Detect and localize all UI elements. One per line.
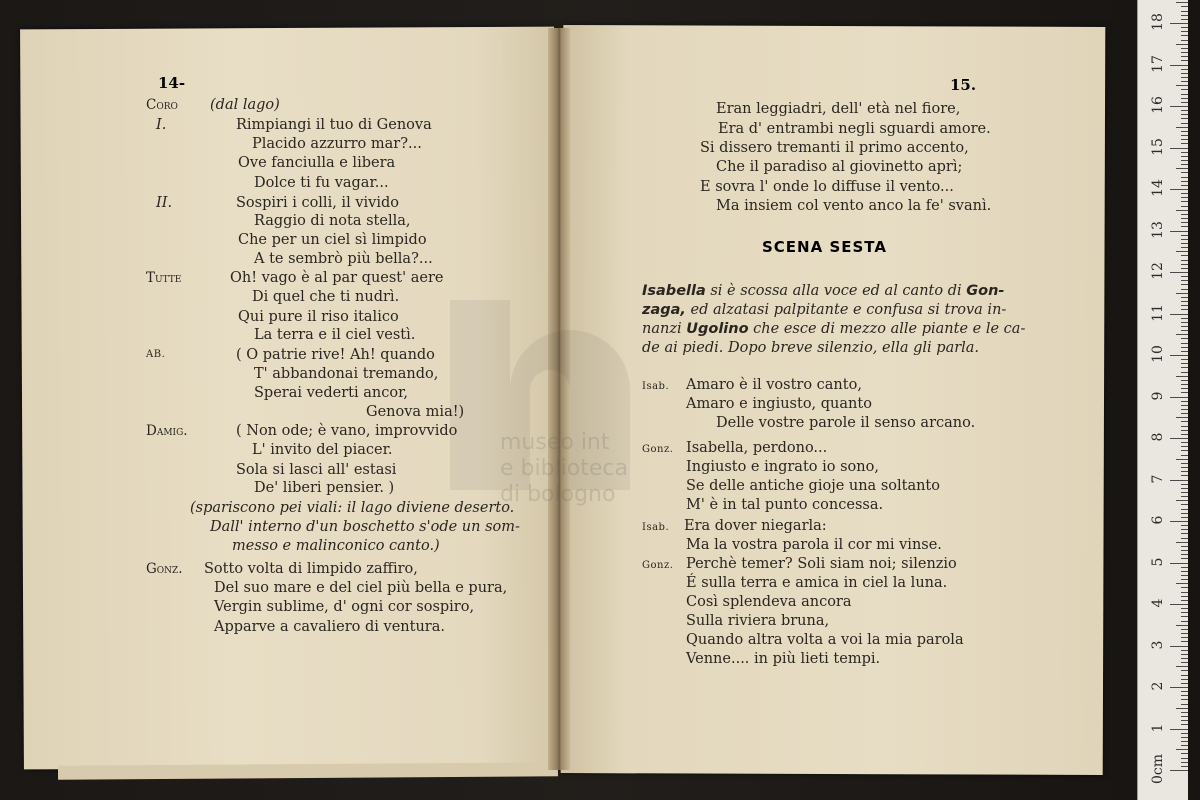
ruler-tick: [1181, 301, 1188, 302]
ruler-tick: [1170, 148, 1188, 149]
ruler-tick: [1181, 575, 1188, 576]
verse-line: Placido azzurro mar?...: [252, 136, 422, 152]
ruler-tick: [1181, 218, 1188, 219]
ruler-tick: [1181, 226, 1188, 227]
ruler-tick: [1181, 243, 1188, 244]
ruler-tick: [1181, 650, 1188, 651]
ruler-tick: [1181, 31, 1188, 32]
ruler-tick: [1181, 73, 1188, 74]
stage-name: Isabella: [642, 283, 706, 299]
ruler-tick: [1181, 118, 1188, 119]
ruler-tick: [1181, 596, 1188, 597]
ruler-tick: [1176, 708, 1188, 709]
speaker-label: Isab.: [642, 522, 670, 533]
ruler-tick: [1181, 633, 1188, 634]
stage-direction-line: [642, 301, 1006, 319]
verse-line: Raggio di nota stella,: [254, 213, 411, 229]
watermark-line-2: e biblioteca: [500, 456, 628, 481]
ruler-tick: [1181, 56, 1188, 57]
ruler-tick: [1181, 114, 1188, 115]
verse-line: A te sembrò più bella?...: [254, 251, 433, 267]
ruler-number: 10: [1150, 345, 1166, 363]
verse-line: E sovra l' onde lo diffuse il vento...: [700, 179, 954, 195]
speaker-label: Damig.: [146, 423, 188, 439]
ruler-tick: [1181, 177, 1188, 178]
ruler-tick: [1181, 289, 1188, 290]
ruler-tick: [1181, 81, 1188, 82]
ruler-tick: [1181, 567, 1188, 568]
ruler-tick: [1181, 235, 1188, 236]
ruler-tick: [1181, 392, 1188, 393]
ruler-tick: [1176, 168, 1188, 169]
ruler-tick: [1181, 347, 1188, 348]
ruler-tick: [1181, 658, 1188, 659]
stage-name: Gon-: [966, 283, 1005, 299]
ruler-tick: [1181, 343, 1188, 344]
ruler-tick: [1176, 459, 1188, 460]
ruler-tick: [1181, 247, 1188, 248]
ruler-tick: [1181, 239, 1188, 240]
ruler-number: 9: [1150, 391, 1166, 400]
verse-line: (dal lago): [210, 97, 280, 113]
ruler-tick: [1170, 770, 1188, 771]
ruler-tick: [1181, 612, 1188, 613]
ruler-tick: [1181, 94, 1188, 95]
ruler-number: 7: [1150, 474, 1166, 483]
ruler-tick: [1176, 85, 1188, 86]
verse-line: Era dover niegarla:: [684, 518, 827, 534]
verse-line: ( O patrie rive! Ah! quando: [236, 347, 435, 363]
verse-line: ( Non ode; è vano, improvvido: [236, 423, 458, 439]
ruler-tick: [1181, 15, 1188, 16]
ruler-tick: [1181, 363, 1188, 364]
ruler-tick: [1176, 2, 1188, 3]
ruler-tick: [1181, 587, 1188, 588]
speaker-label: Isab.: [642, 381, 670, 392]
ruler-tick: [1181, 268, 1188, 269]
stage-text: che esce di mezzo alle piante e le ca-: [748, 321, 1026, 337]
ruler-tick: [1181, 309, 1188, 310]
ruler-tick: [1181, 679, 1188, 680]
verse-line: Rimpiangi il tuo di Genova: [236, 117, 432, 133]
verse-line: Così splendeva ancora: [686, 594, 852, 610]
ruler-tick: [1181, 637, 1188, 638]
stage-direction-line: [642, 339, 979, 357]
verse-line: T' abbandonai tremando,: [254, 366, 439, 382]
ruler-tick: [1181, 517, 1188, 518]
ruler-tick: [1181, 214, 1188, 215]
ruler-tick: [1176, 500, 1188, 501]
ruler-tick: [1181, 621, 1188, 622]
ruler-tick: [1181, 554, 1188, 555]
ruler-number: 4: [1150, 598, 1166, 608]
ruler-tick: [1181, 48, 1188, 49]
verse-line: Ingiusto e ingrato io sono,: [686, 459, 879, 475]
ruler-tick: [1176, 542, 1188, 543]
ruler-tick: [1170, 397, 1188, 398]
stage-text: nanzi: [642, 321, 687, 337]
speaker-label: AB.: [146, 349, 166, 360]
ruler-tick: [1181, 160, 1188, 161]
ruler-tick: [1181, 264, 1188, 265]
ruler-tick: [1176, 625, 1188, 626]
ruler-tick: [1170, 480, 1188, 481]
ruler-tick: [1170, 189, 1188, 190]
ruler-number: 11: [1150, 303, 1166, 322]
right-page-number: 15.: [950, 76, 977, 94]
verse-line: Delle vostre parole il senso arcano.: [716, 415, 976, 431]
ruler-tick: [1181, 629, 1188, 630]
ruler-tick: [1181, 758, 1188, 759]
ruler-tick: [1181, 546, 1188, 547]
ruler-tick: [1181, 27, 1188, 28]
ruler-number: 13: [1150, 220, 1166, 239]
ruler-tick: [1181, 571, 1188, 572]
ruler-tick: [1181, 98, 1188, 99]
ruler-tick: [1181, 488, 1188, 489]
verse-line: É sulla terra e amica in ciel la luna.: [686, 575, 948, 591]
verse-line: Venne.... in più lieti tempi.: [686, 651, 881, 667]
stage-name: zaga,: [642, 302, 686, 318]
ruler-tick: [1170, 687, 1188, 688]
ruler-tick: [1181, 492, 1188, 493]
verse-line: messo e malinconico canto.): [232, 538, 440, 554]
verse-line: Sotto volta di limpido zaffiro,: [204, 561, 418, 577]
ruler-tick: [1181, 297, 1188, 298]
ruler-tick: [1181, 712, 1188, 713]
stage-direction-line: [642, 320, 1025, 338]
ruler-tick: [1181, 716, 1188, 717]
ruler-number: 8: [1150, 432, 1166, 442]
ruler-number: 18: [1150, 13, 1166, 31]
verse-line: Quando altra volta a voi la mia parola: [686, 632, 964, 648]
verse-line: Amaro e ingiusto, quanto: [686, 396, 872, 412]
ruler-number: 5: [1150, 557, 1166, 566]
verse-line: Genova mia!): [366, 404, 465, 420]
stage-direction-line: [642, 282, 1004, 300]
ruler-number: 3: [1150, 640, 1166, 649]
ruler-tick: [1181, 77, 1188, 78]
verse-line: Del suo mare e del ciel più bella e pura,: [214, 580, 508, 596]
ruler-tick: [1181, 704, 1188, 705]
ruler-tick: [1181, 475, 1188, 476]
ruler-tick: [1181, 446, 1188, 447]
ruler-tick: [1176, 666, 1188, 667]
scene-title: SCENA SESTA: [762, 238, 887, 256]
verse-line: Sola si lasci all' estasi: [236, 462, 397, 478]
ruler-tick: [1181, 467, 1188, 468]
verse-line: Apparve a cavaliero di ventura.: [214, 619, 445, 635]
ruler-tick: [1181, 413, 1188, 414]
ruler-tick: [1181, 741, 1188, 742]
speaker-label: Gonz.: [146, 561, 183, 577]
ruler-tick: [1170, 272, 1188, 273]
ruler-tick: [1181, 172, 1188, 173]
ruler-tick: [1181, 675, 1188, 676]
ruler-tick: [1181, 579, 1188, 580]
ruler-tick: [1170, 355, 1188, 356]
ruler-number: 15: [1150, 137, 1166, 156]
ruler-tick: [1176, 417, 1188, 418]
ruler-tick: [1181, 450, 1188, 451]
verse-line: Di quel che ti nudrì.: [252, 289, 400, 305]
ruler-tick: [1181, 193, 1188, 194]
verse-line: Amaro è il vostro canto,: [686, 377, 862, 393]
verse-line: La terra e il ciel vestì.: [254, 327, 416, 343]
ruler-tick: [1170, 65, 1188, 66]
ruler-tick: [1181, 608, 1188, 609]
ruler-tick: [1181, 525, 1188, 526]
ruler-tick: [1181, 426, 1188, 427]
ruler-tick: [1181, 592, 1188, 593]
ruler-number: 6: [1150, 515, 1166, 525]
ruler-tick: [1181, 753, 1188, 754]
ruler-tick: [1181, 35, 1188, 36]
ruler-tick: [1181, 455, 1188, 456]
verse-line: Sospiri i colli, il vivido: [236, 195, 399, 211]
verse-line: L' invito del piacer.: [252, 442, 393, 458]
verse-line: Sperai vederti ancor,: [254, 385, 409, 401]
ruler-tick: [1181, 533, 1188, 534]
ruler-tick: [1181, 52, 1188, 53]
ruler-number: 2: [1150, 681, 1166, 691]
ruler-tick: [1176, 293, 1188, 294]
ruler-tick: [1181, 421, 1188, 422]
ruler-tick: [1181, 181, 1188, 182]
verse-line: Ma insiem col vento anco la fe' svanì.: [716, 198, 992, 214]
verse-line: M' è in tal punto concessa.: [686, 497, 884, 513]
verse-line: Oh! vago è al par quest' aere: [230, 270, 444, 286]
ruler-tick: [1176, 44, 1188, 45]
ruler-tick: [1181, 131, 1188, 132]
ruler-number: 17: [1150, 54, 1166, 73]
ruler-tick: [1181, 60, 1188, 61]
ruler-tick: [1181, 201, 1188, 202]
verse-line: Che per un ciel sì limpido: [238, 232, 427, 248]
ruler-tick: [1181, 164, 1188, 165]
ruler-tick: [1170, 106, 1188, 107]
ruler-tick: [1181, 616, 1188, 617]
ruler-tick: [1181, 40, 1188, 41]
verse-line: Che il paradiso al giovinetto aprì;: [716, 159, 963, 175]
ruler-tick: [1181, 255, 1188, 256]
watermark-line-3: di bologno: [500, 482, 616, 507]
ruler-tick: [1176, 376, 1188, 377]
ruler-tick: [1181, 720, 1188, 721]
ruler-tick: [1181, 380, 1188, 381]
ruler-tick: [1181, 102, 1188, 103]
ruler-tick: [1181, 326, 1188, 327]
stage-text: ed alzatasi palpitante e confusa si trova in-: [685, 302, 1007, 318]
ruler-tick: [1181, 11, 1188, 12]
ruler-tick: [1181, 641, 1188, 642]
speaker-label: Coro: [146, 97, 178, 113]
ruler-tick: [1181, 733, 1188, 734]
verse-line: Se delle antiche gioje una soltanto: [686, 478, 940, 494]
ruler-tick: [1176, 210, 1188, 211]
verse-line: Era d' entrambi negli sguardi amore.: [718, 121, 991, 137]
speaker-label: Gonz.: [642, 444, 674, 455]
ruler-tick: [1170, 231, 1188, 232]
ruler-tick: [1181, 463, 1188, 464]
ruler-tick: [1181, 504, 1188, 505]
ruler-tick: [1181, 509, 1188, 510]
ruler-tick: [1176, 251, 1188, 252]
ruler-tick: [1181, 206, 1188, 207]
speaker-label: II.: [156, 195, 173, 211]
ruler-tick: [1181, 434, 1188, 435]
ruler-tick: [1181, 69, 1188, 70]
verse-line: De' liberi pensier. ): [254, 480, 395, 496]
ruler-tick: [1170, 23, 1188, 24]
stage-name: Ugolino: [686, 321, 749, 337]
ruler-tick: [1181, 405, 1188, 406]
ruler-tick: [1181, 442, 1188, 443]
verse-line: Dall' interno d'un boschetto s'ode un som-: [210, 519, 520, 535]
ruler-tick: [1181, 222, 1188, 223]
verse-line: Isabella, perdono...: [686, 440, 828, 456]
ruler-tick: [1181, 558, 1188, 559]
ruler-tick: [1181, 135, 1188, 136]
ruler-tick: [1181, 305, 1188, 306]
ruler-tick: [1181, 484, 1188, 485]
ruler-tick: [1181, 670, 1188, 671]
ruler-tick: [1181, 19, 1188, 20]
stage-text: si è scossa alla voce ed al canto di: [705, 283, 967, 299]
ruler-tick: [1181, 724, 1188, 725]
ruler-tick: [1181, 338, 1188, 339]
ruler-number: 1: [1150, 723, 1166, 732]
ruler-number: 0cm: [1150, 753, 1166, 785]
ruler-tick: [1176, 127, 1188, 128]
ruler-tick: [1181, 654, 1188, 655]
stage-text: de ai piedi. Dopo breve silenzio, ella gli parla.: [642, 340, 980, 356]
ruler-tick: [1170, 438, 1188, 439]
ruler-tick: [1170, 563, 1188, 564]
left-page-number: 14-: [158, 74, 186, 92]
ruler-tick: [1181, 471, 1188, 472]
ruler-tick: [1181, 496, 1188, 497]
ruler-tick: [1181, 762, 1188, 763]
ruler-tick: [1181, 152, 1188, 153]
ruler-tick: [1181, 388, 1188, 389]
ruler-tick: [1181, 695, 1188, 696]
ruler-tick: [1181, 384, 1188, 385]
page-edge: [58, 762, 558, 779]
ruler-tick: [1181, 139, 1188, 140]
verse-line: Eran leggiadri, dell' età nel fiore,: [716, 101, 961, 117]
ruler-tick: [1181, 683, 1188, 684]
ruler-tick: [1170, 314, 1188, 315]
ruler-number: 12: [1150, 262, 1166, 280]
ruler-tick: [1181, 330, 1188, 331]
ruler-number: 14: [1150, 179, 1166, 197]
ruler-tick: [1176, 334, 1188, 335]
ruler-tick: [1181, 276, 1188, 277]
verse-line: Ma la vostra parola il cor mi vinse.: [686, 537, 942, 553]
ruler-tick: [1170, 604, 1188, 605]
ruler-tick: [1181, 691, 1188, 692]
ruler-tick: [1181, 513, 1188, 514]
ruler-tick: [1181, 322, 1188, 323]
verse-line: Qui pure il riso italico: [238, 309, 399, 325]
verse-line: Vergin sublime, d' ogni cor sospiro,: [214, 599, 475, 615]
speaker-label: Tutte: [146, 270, 182, 286]
verse-line: Ove fanciulla e libera: [238, 155, 396, 171]
ruler-tick: [1176, 583, 1188, 584]
ruler-tick: [1181, 538, 1188, 539]
ruler-tick: [1181, 550, 1188, 551]
ruler-tick: [1181, 89, 1188, 90]
speaker-label: Gonz.: [642, 560, 674, 571]
ruler-tick: [1181, 600, 1188, 601]
verse-line: (spariscono pei viali: il lago diviene deserto.: [190, 500, 515, 516]
verse-line: Sulla riviera bruna,: [686, 613, 830, 629]
ruler-tick: [1181, 737, 1188, 738]
watermark-line-1: museo int: [500, 430, 610, 455]
ruler-tick: [1181, 110, 1188, 111]
ruler-tick: [1176, 749, 1188, 750]
ruler-tick: [1181, 197, 1188, 198]
ruler-tick: [1181, 409, 1188, 410]
ruler-tick: [1181, 359, 1188, 360]
ruler-tick: [1170, 521, 1188, 522]
measuring-ruler: [1137, 0, 1188, 800]
ruler-number: 16: [1150, 96, 1166, 114]
ruler-tick: [1181, 372, 1188, 373]
ruler-tick: [1181, 529, 1188, 530]
ruler-tick: [1181, 367, 1188, 368]
speaker-label: I.: [156, 117, 167, 133]
ruler-tick: [1181, 401, 1188, 402]
verse-line: Si dissero tremanti il primo accento,: [700, 140, 969, 156]
ruler-tick: [1181, 699, 1188, 700]
ruler-tick: [1181, 123, 1188, 124]
ruler-tick: [1170, 646, 1188, 647]
ruler-tick: [1181, 662, 1188, 663]
ruler-tick: [1181, 260, 1188, 261]
ruler-tick: [1181, 318, 1188, 319]
verse-line: Perchè temer? Soli siam noi; silenzio: [686, 556, 957, 572]
ruler-tick: [1181, 430, 1188, 431]
ruler-tick: [1181, 6, 1188, 7]
ruler-tick: [1181, 185, 1188, 186]
ruler-tick: [1181, 745, 1188, 746]
ruler-tick: [1181, 280, 1188, 281]
ruler-tick: [1181, 156, 1188, 157]
ruler-tick: [1181, 351, 1188, 352]
ruler-tick: [1181, 284, 1188, 285]
ruler-tick: [1181, 143, 1188, 144]
ruler-tick: [1170, 729, 1188, 730]
verse-line: Dolce ti fu vagar...: [254, 175, 389, 191]
ruler-tick: [1181, 766, 1188, 767]
